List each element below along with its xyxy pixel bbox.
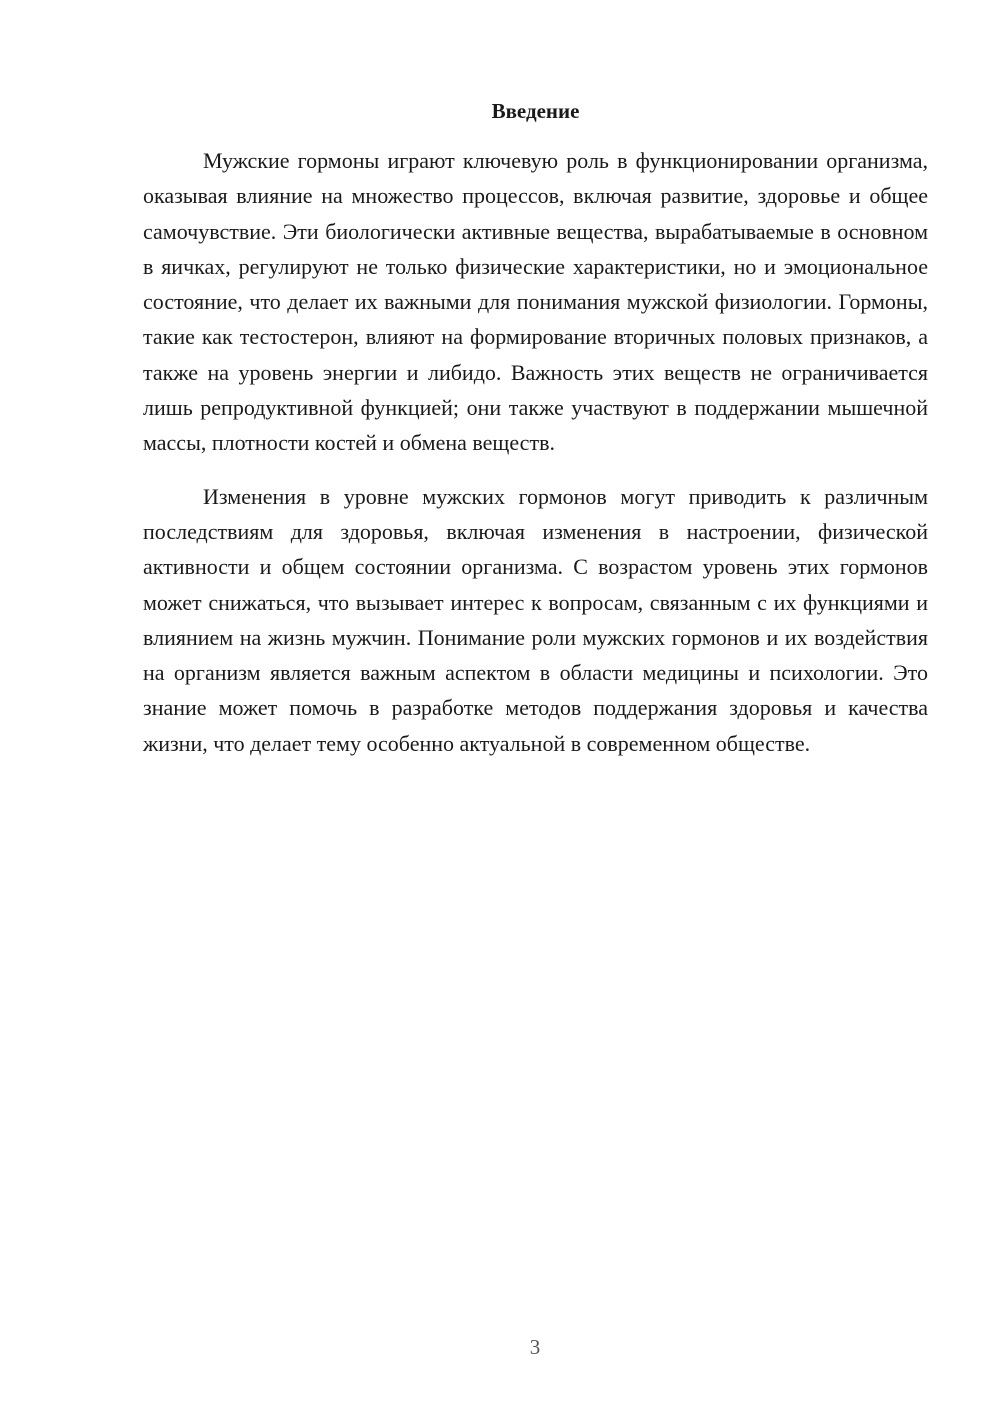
page-number: 3 [529,1335,541,1359]
section-heading: Введение [491,99,580,123]
paragraph-2: Изменения в уровне мужских гормонов могут приводить к различным последствиям для здоровья, включая изменения в настроении, физической активности и общем состоянии организма. С возрастом уровень этих гормонов может снижаться, что вызывает интерес к вопросам, связанным с их функциями и влиянием на жизнь мужчин. Понимание роли мужских гормонов и их воздействия на организм является важным аспектом в области медицины и психологии. Это знание может помочь в разработке методов поддержания здоровья и качества жизни, что делает тему особенно актуальной в современном обществе. [143,483,928,756]
body-text [143,143,928,761]
paragraph-1: Мужские гормоны играют ключевую роль в функционировании организма, оказывая влияние на множество процессов, включая развитие, здоровье и общее самочувствие. Эти биологически активные вещества, вырабатываемые в основном в яичках, регулируют не только физические характеристики, но и эмоциональное состояние, что делает их важными для понимания мужской физиологии. Гормоны, такие как тестостерон, влияют на формирование вторичных половых признаков, а также на уровень энергии и либидо. Важность этих веществ не ограничивается лишь репродуктивной функцией; они также участвуют в поддержании мышечной массы, плотности костей и обмена веществ. [143,148,928,456]
